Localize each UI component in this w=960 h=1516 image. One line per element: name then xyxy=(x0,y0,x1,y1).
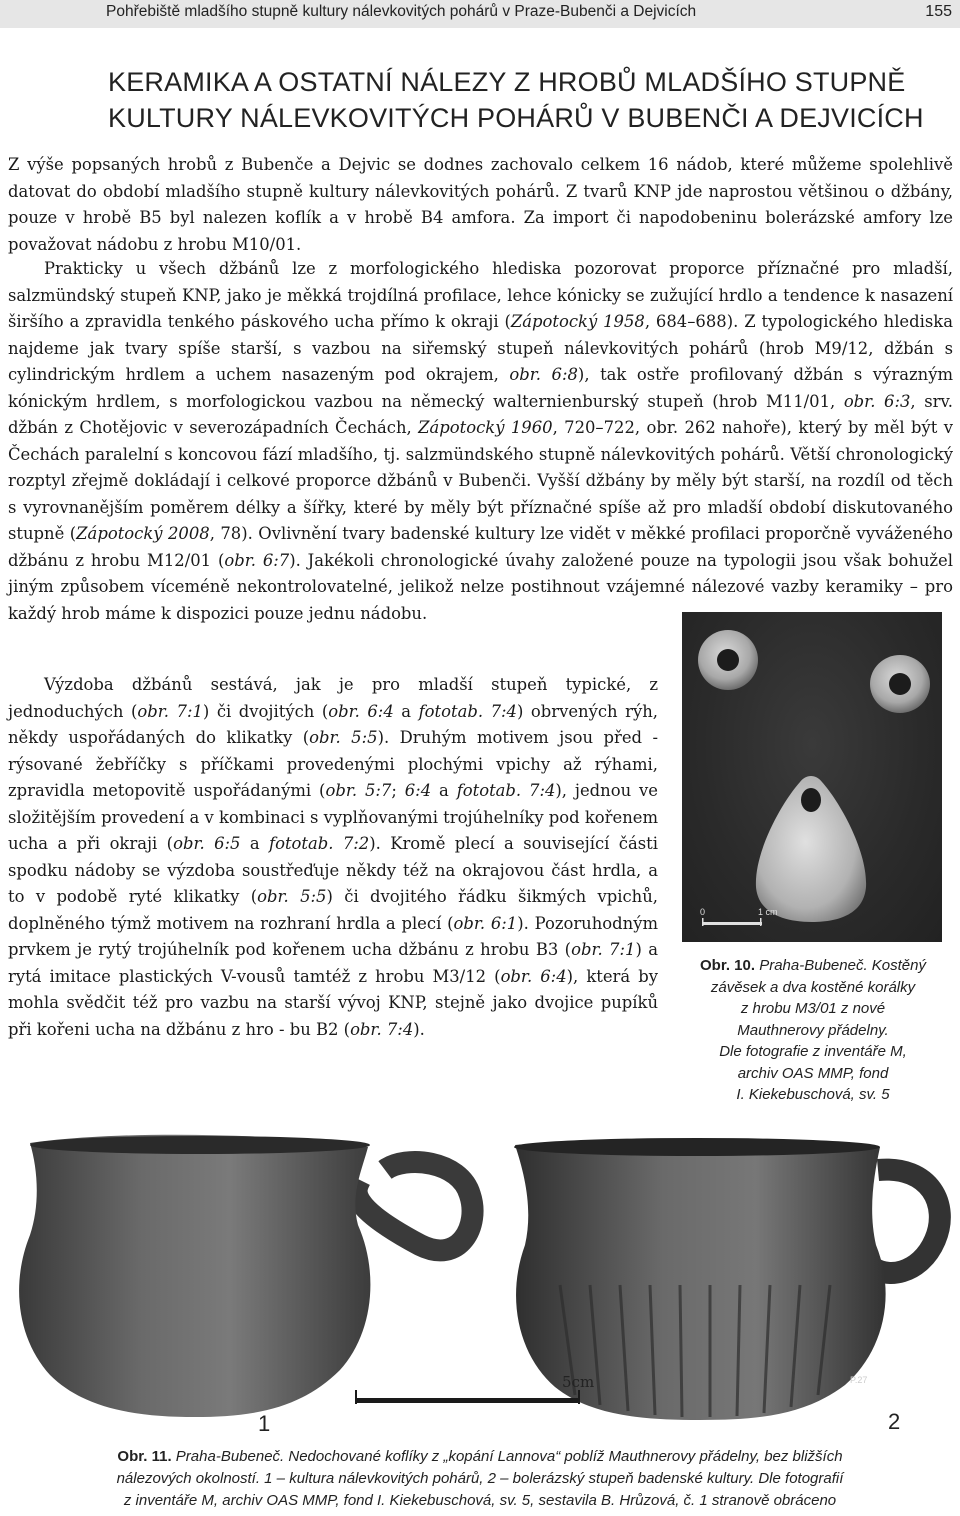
figure-11-caption: Obr. 11. Praha-Bubeneč. Nedochované koflíky z „kopání Lannova“ poblíž Mauthnerovy přádelny, bez bližších nálezových okolností. 1 – kultura nálevkovitých pohárů, 2 – bolerázský stupeň badenské kultury. Dle fotografií z inventáře M, archiv OAS MMP, fond I. Kiekebuschová, sv. 5, sestavila B. Hrůzová, č. 1 stranově obráceno xyxy=(116,1448,844,1509)
scale-bar-5cm xyxy=(355,1390,580,1404)
scale-label-5cm: 5cm xyxy=(562,1373,595,1391)
intro-text: Z výše popsaných hrobů z Bubenče a Dejvic se dodnes zachovalo celkem 16 nádob, které můžeme spolehlivě datovat do období mladšího stupně kultury nálevkovitých pohárů. Z tvarů KNP jde naprostou většinou o džbány, pouze v hrobě B5 byl nalezen koflík a v hrobě B4 amfora. Za import či napodobeninu bolerázské amfory lze považovat nádobu z hrobu M10/01. xyxy=(8,155,953,254)
figure-ref: obr. 6:4 xyxy=(328,701,394,721)
figure-ref: fototab. 7:2 xyxy=(269,834,370,853)
page-number: 155 xyxy=(925,3,952,20)
figure-10-caption: Obr. 10. Praha-Bubeneč. Kostěný závěsek a dva kostěné korálky z hrobu M3/01 z nové Mauthnerovy přádelny. Dle fotografie z inventáře M, archiv OAS MMP, fond I. Kiekebuschová, sv. 5 xyxy=(700,957,926,1103)
bone-bead-2 xyxy=(870,655,930,713)
figure-ref: fototab. 7:4 xyxy=(456,781,556,800)
figure-ref: obr. 6:8 xyxy=(509,365,578,384)
cups-image xyxy=(0,1125,960,1445)
figure-11-item-2: 2 xyxy=(888,1409,901,1434)
scale-bar xyxy=(702,918,762,926)
intro-paragraph xyxy=(8,152,953,258)
figure-ref: 6:4 xyxy=(404,781,432,800)
figure-ref: obr. 5:5 xyxy=(257,887,327,906)
figure-ref: obr. 6:5 xyxy=(173,834,241,853)
figure-ref: obr. 7:1 xyxy=(571,940,636,959)
figure-ref: obr. 6:3 xyxy=(843,391,911,411)
bone-bead-1 xyxy=(698,630,758,690)
section-title-line2: KULTURY NÁLEVKOVITÝCH POHÁRŮ V BUBENČI A DEJVICÍCH xyxy=(108,103,924,133)
inventory-mark: P.27 xyxy=(850,1375,868,1385)
figure-ref: obr. 6:1 xyxy=(453,913,518,933)
bone-pendant-and-beads-image xyxy=(682,612,942,942)
cup-1 xyxy=(19,1135,472,1417)
figure-ref: obr. 6:7 xyxy=(224,550,290,570)
bone-pendant xyxy=(756,776,866,922)
figure-ref: obr. 7:1 xyxy=(137,701,203,721)
citation: Zápotocký 2008 xyxy=(76,524,210,543)
paragraph-3: Výzdoba džbánů sestává, jak je pro mladší stupeň typické, z jednoduchých (obr. 7:1) či dvojitých (obr. 6:4 a fototab. 7:4) obrvených rýh, někdy uspořádaných do klikatky (obr. 5:5). Druhým motivem jsou před - rýsované žebříčky s příčkami provedenými plochými vpichy až rýhami, zpravidla metopovitě uspořádanými (obr. 5:7; 6:4 a fototab. 7:4), jednou ve složitějším provedení a v kombinaci s vyplňovanými trojúhelníky pod kořenem ucha a při okraji (obr. 6:5 a fototab. 7:2). Kromě plecí a související části spodku nádoby se výzdoba soustřeďuje někdy též na okrajovou část hrdla, a to v podobě ryté klikatky (obr. 5:5) či dvojitého řádku šikmých vpichů, doplněného týmž motivem na rozhraní hrdla a plecí (obr. 6:1). Pozoruhodným prvkem je rytý trojúhelník pod kořenem ucha džbánu z hrobu B3 (obr. 7:1) a rytá imitace plastických V-vousů tamtéž z hrobu M3/12 (obr. 6:4), která by mohla svědčit též pro vazbu na starší vývoj KNP, stejně jako dvojice pupíků při kořeni ucha na džbánu z hro - bu B2 (obr. 7:4). xyxy=(8,675,659,1039)
section-title xyxy=(108,64,928,136)
figure-ref: obr. 5:7 xyxy=(325,781,392,800)
figure-ref: obr. 6:4 xyxy=(500,966,567,986)
figure-ref: obr. 7:4 xyxy=(350,1019,414,1039)
figure-11-item-1: 1 xyxy=(258,1411,271,1436)
scale-cm-label: 1 cm xyxy=(758,907,778,917)
scale-zero-label: 0 xyxy=(700,907,706,917)
figure-11-label: Obr. 11. xyxy=(117,1448,172,1465)
figure-ref: fototab. 7:4 xyxy=(418,701,517,721)
figure-10-label: Obr. 10. xyxy=(700,957,756,974)
figure-ref: obr. 5:5 xyxy=(309,728,378,747)
citation: Zápotocký 1960 xyxy=(418,418,553,437)
figure-10-photo xyxy=(682,612,942,942)
figure-11-photo xyxy=(0,1125,960,1445)
paragraph-2: Prakticky u všech džbánů lze z morfologického hlediska pozorovat proporce příznačné pro mladší, salzmündský stupeň KNP, jako je měkká trojdílná profilace, lehce kónicky se zužující hrdlo a tendence k nasazení širšího a zpravidla tenkého páskového ucha přímo k okraji (Zápotocký 1958, 684–688). Z typologického hlediska najdeme jak tvary spíše starší, s vazbou na siřemský stupeň nálevkovitých pohárů (hrob M9/12, džbán s cylindrickým hrdlem a uchem nasazeným pod okrajem, obr. 6:8), tak ostře profilovaný džbán s výrazným kónickým hrdlem, s morfologickou vazbou na německý walternienburský stupeň (hrob M11/01, obr. 6:3, srv. džbán z Chotějovic v severozápadních Čechách, Zápotocký 1960, 720–722, obr. 262 nahoře), který by měl být v Čechách paralelní s koncovou fází mladšího, tj. salzmündského stupně nálevkovitých pohárů. Větší chronologický rozptyl zřejmě dokládají i celkové proporce džbánů v Bubenči. Vyšší džbány by měly být starší, na rozdíl od těch s vyrovnanějším poměrem délky a šířky, které by měly být příznačné spíše až pro mladší období diskutovaného stupně (Zápotocký 2008, 78). Ovlivnění tvary badenské kultury lze vidět v měkké profilaci proporčně vyváženého džbánu z hrobu M12/01 (obr. 6:7). Jakékoli chronologické úvahy založené pouze na typologii jsou však bohužel jiným způsobem víceméně nekontrolovatelné, jelikož nelze postihnout vzájemné nálezové vazby keramiky – pro každý hrob máme k dispozici pouze jednu nádobu. xyxy=(8,259,954,623)
running-title: Pohřebiště mladšího stupně kultury nálevkovitých pohárů v Praze-Bubenči a Dejvicích xyxy=(106,3,697,20)
citation: Zápotocký 1958 xyxy=(510,312,645,331)
running-header xyxy=(0,0,960,28)
section-title-line1: KERAMIKA A OSTATNÍ NÁLEZY Z HROBŮ MLADŠÍHO STUPNĚ xyxy=(108,67,906,97)
